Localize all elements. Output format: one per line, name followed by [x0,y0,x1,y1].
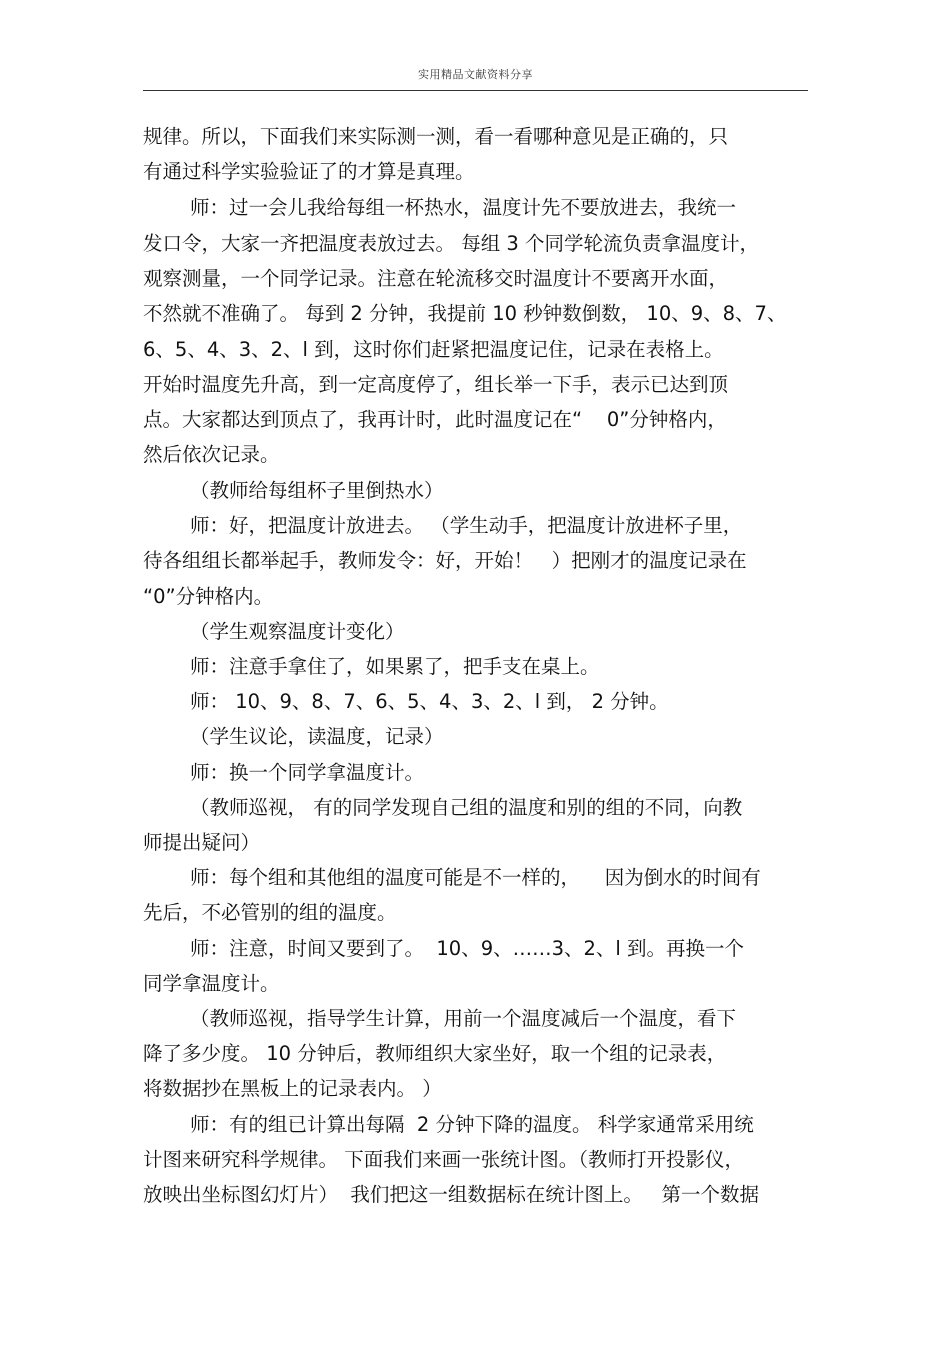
text-line: 待各组组长都举起手，教师发令：好，开始！ ）把刚才的温度记录在 [143,549,747,572]
text-line: “0”分钟格内。 [143,585,274,608]
text-line: 同学拿温度计。 [143,972,280,995]
text-line: （学生观察温度计变化） [190,620,405,643]
text-line: 放映出坐标图幻灯片） 我们把这一组数据标在统计图上。 第一个数据 [143,1183,759,1206]
text-line: （学生议论，读温度，记录） [190,725,444,748]
text-line: 点。大家都达到顶点了，我再计时，此时温度记在“ 0”分钟格内， [143,408,727,431]
text-line: 有通过科学实验验证了的才算是真理。 [143,160,475,183]
text-line: 师：有的组已计算出每隔 2 分钟下降的温度。 科学家通常采用统 [190,1113,754,1136]
text-line: 师：好，把温度计放进去。 （学生动手，把温度计放进杯子里， [190,514,743,537]
text-line: （教师巡视，指导学生计算，用前一个温度减后一个温度，看下 [190,1007,737,1030]
text-line: 然后依次记录。 [143,443,280,466]
header-divider [143,90,808,91]
text-line: 发口令，大家一齐把温度表放过去。 每组 3 个同学轮流负责拿温度计， [143,232,760,255]
text-line: 师：换一个同学拿温度计。 [190,761,425,784]
text-line: 观察测量，一个同学记录。注意在轮流移交时温度计不要离开水面， [143,267,729,290]
text-line: 6、5、4、3、2、l 到，这时你们赶紧把温度记住，记录在表格上。 [143,338,724,361]
text-line: 不然就不准确了。 每到 2 分钟，我提前 10 秒钟数倒数， 10、9、8、7、 [143,302,787,325]
text-line: 师提出疑问） [143,831,261,854]
text-line: 师：每个组和其他组的温度可能是不一样的， 因为倒水的时间有 [190,866,761,889]
text-line: 计图来研究科学规律。 下面我们来画一张统计图。（教师打开投影仪， [143,1148,744,1171]
text-line: 师： 10、9、8、7、6、5、4、3、2、l 到， 2 分钟。 [190,690,669,713]
text-line: （教师给每组杯子里倒热水） [190,479,444,502]
text-line: 师：注意手拿住了，如果累了，把手支在桌上。 [190,655,600,678]
text-line: 规律。所以，下面我们来实际测一测，看一看哪种意见是正确的，只 [143,125,729,148]
text-line: 将数据抄在黑板上的记录表内。 ） [143,1077,442,1100]
text-line: 师：注意，时间又要到了。 10、9、……3、2、l 到。再换一个 [190,937,745,960]
text-line: 师：过一会儿我给每组一杯热水，温度计先不要放进去，我统一 [190,196,737,219]
text-line: 降了多少度。 10 分钟后，教师组织大家坐好，取一个组的记录表， [143,1042,727,1065]
text-line: （教师巡视， 有的同学发现自己组的温度和别的组的不同，向教 [190,796,743,819]
text-line: 开始时温度先升高，到一定高度停了，组长举一下手，表示已达到顶 [143,373,729,396]
page-header: 实用精品文献资料分享 [418,68,533,81]
text-line: 先后，不必管别的组的温度。 [143,901,397,924]
